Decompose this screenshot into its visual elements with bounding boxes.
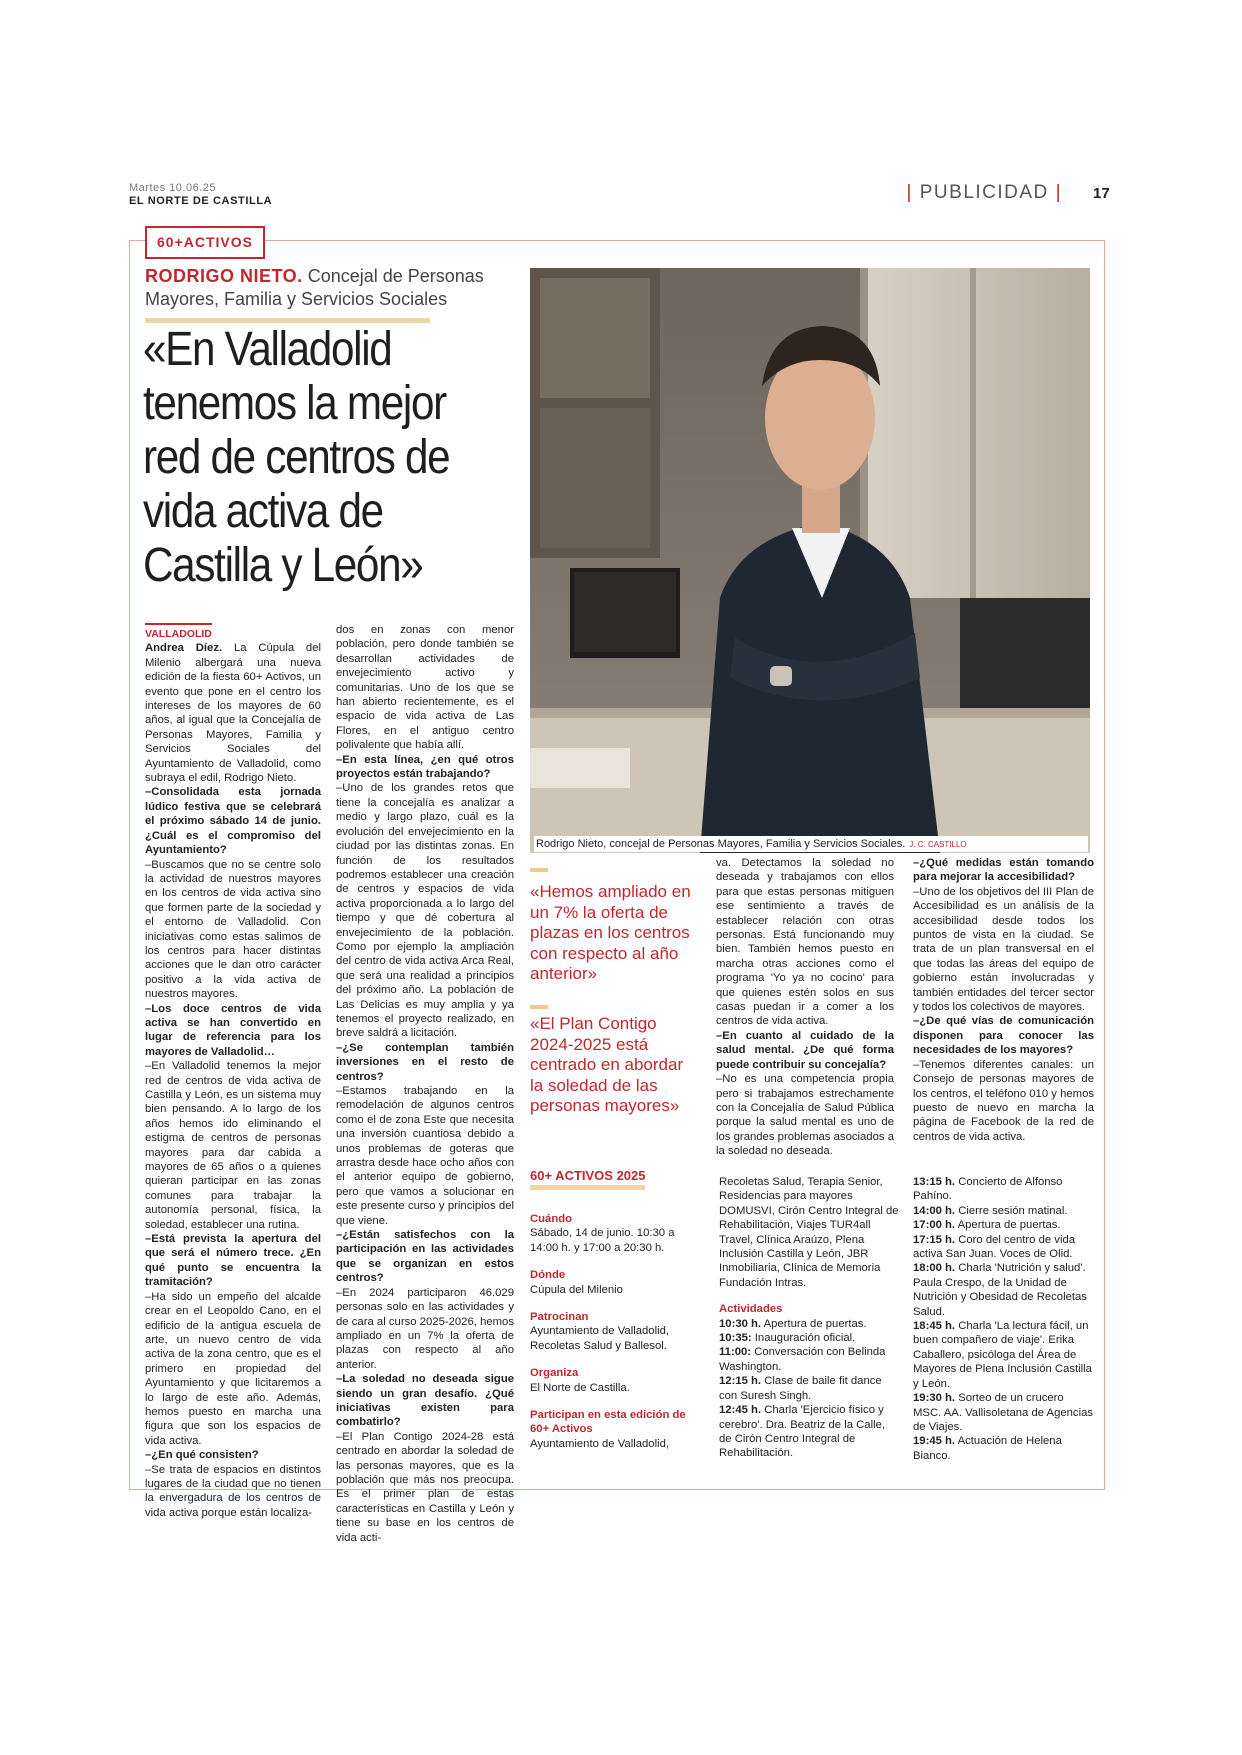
question: –La soledad no deseada sigue siendo un gran desafío. ¿Qué iniciativas existen para combatirlo? [336, 1373, 514, 1429]
question: –¿Qué medidas están tomando para mejorar la accesibilidad? [913, 857, 1094, 884]
question: –¿Están satisfechos con la participación en las actividades que se organizan en estos centros? [336, 1229, 514, 1285]
answer: va. Detectamos la soledad no deseada y trabajamos con ellos para que estas personas mitiguen ese sentimiento a través de establecer relación con otras personas. Está funcionando muy bien. También hemos puesto en marcha otras acciones como el programa 'Yo ya no cocino' para que quienes estén solos en sus casas puedan ir a comer a los centros de vida activa. [716, 857, 894, 1028]
where-label: Dónde [530, 1269, 566, 1282]
article-column-3 [716, 856, 894, 1159]
where-value: Cúpula del Milenio [530, 1283, 623, 1296]
answer: –Ha sido un empeño del alcalde crear en el Leopoldo Cano, en el edificio de la antigua escuela de arte, un nuevo centro de vida activa de la zona centro, que es el primero en propiedad del Ayuntamiento y que licitaremos a lo largo de este año. Además, hemos puesto en marcha una figura que son los espacios de vida activa. [145, 1290, 321, 1447]
organizer-label: Organiza [530, 1367, 579, 1380]
photo-caption [534, 836, 1088, 852]
article-column-2 [336, 623, 514, 1545]
activity-item: 17:15 h. Coro del centro de vida activa San Juan. Voces de Olid. [913, 1233, 1076, 1261]
question: –¿En qué consisten? [145, 1449, 259, 1462]
author-name: Andrea Díez. [145, 642, 223, 655]
answer: dos en zonas con menor población, pero donde también se desarrollan actividades de envejecimiento activo y comunitarias. Uno de los que se han abierto recientemente, es el espacio de vida activa de Las Flores, en el antiguo centro polivalente que había allí. [336, 624, 514, 752]
question: –¿Se contemplan también inversiones en el resto de centros? [336, 1041, 514, 1083]
activity-item: 19:45 h. Actuación de Helena Bianco. [913, 1435, 1062, 1462]
question: –Los doce centros de vida activa se han convertido en lugar de referencia para los mayores de Valladolid… [145, 1002, 321, 1058]
activity-item: 10:35: Inauguración oficial. [719, 1332, 856, 1345]
interviewee-role: Concejal de Personas Mayores, Familia y Servicios Sociales [145, 266, 484, 309]
answer: –Uno de los grandes retos que tiene la concejalía es analizar a medio y largo plazo, cuál es la evolución del envejecimiento en la ciudad por las distintas zonas. En función de los resultados podremos establecer una creación de centros y espacios de vida activa proporcionada a lo largo del tiempo y que dé cobertura al envejecimiento de la población. Como por ejemplo la ampliación del centro de vida activa Arca Real, que será una realidad a principios del próximo año. La población de Las Delicias es muy amplia y ya tenemos el proyecto realizado, en breve saldrá a licitación. [336, 782, 514, 1040]
article-column-4 [913, 856, 1094, 1144]
paragraph: La Cúpula del Milenio albergará una nueva edición de la fiesta 60+ Activos, un evento que pone en el centro los intereses de los mayores de 60 años, al igual que la Concejalía de Personas Mayores, Familia y Servicios Sociales del Ayuntamiento de Valladolid, como subraya el edil, Rodrigo Nieto. [145, 642, 322, 785]
when-label: Cuándo [530, 1213, 573, 1225]
organizer-value: El Norte de Castilla. [530, 1381, 630, 1394]
section-label: | PUBLICIDAD | [906, 182, 1062, 203]
dateline-location: VALLADOLID [145, 623, 212, 641]
infobox-highlight [530, 1185, 645, 1190]
activity-item: 12:45 h. Charla 'Ejercicio físico y cerebro'. Dra. Beatriz de la Calle, de Cirón Centro Integral de Rehabilitación. [719, 1404, 886, 1460]
pull-quote: «El Plan Contigo 2024-2025 está centrado en abordar la soledad de las personas mayores» [530, 1014, 684, 1115]
answer: –Estamos trabajando en la remodelación de algunos centros como el de zona Este que necesita una inversión cuantiosa debido a unos problemas de goteras que arrastra desde hace ocho años con el anterior equipo de gobierno, pero que vamos a solucionar en este presente curso y principios del que viene. [336, 1085, 514, 1227]
answer: –Uno de los objetivos del III Plan de Accesibilidad es un análisis de la accesibilidad desde todos los puntos de vista en la ciudad. Se trata de un plan transversal en el que todas las áreas del equipo de gobierno están involucradas y también entidades del tercer sector y todos los colectivos de mayores. [913, 885, 1094, 1014]
publication-date: Martes 10.06.25 [129, 182, 216, 194]
when-value: Sábado, 14 de junio. 10:30 a 14:00 h. y 17:00 a 20:30 h. [530, 1227, 675, 1254]
activity-item: 13:15 h. Concierto de Alfonso Pahíno. [913, 1176, 1063, 1203]
section-name: PUBLICIDAD [919, 182, 1049, 203]
section-kicker: 60+ACTIVOS [145, 226, 265, 259]
activity-item: 12:15 h. Clase de baile fit dance con Suresh Singh. [719, 1375, 882, 1402]
activity-item: 19:30 h. Sorteo de un crucero MSC. AA. Vallisoletana de Agencias de Viajes. [913, 1392, 1094, 1433]
activity-item: 11:00: Conversación con Belinda Washington. [719, 1346, 886, 1373]
answer: –Se trata de espacios en distintos lugares de la ciudad que no tienen la envergadura de los centros de vida activa porque están localiza- [145, 1463, 321, 1519]
quote-marker [530, 1005, 548, 1009]
activities-label: Actividades [719, 1303, 783, 1316]
infobox-title: 60+ ACTIVOS 2025 [530, 1168, 646, 1183]
answer: –En 2024 participaron 46.029 personas solo en las actividades y de cara al curso 2025-2026, hemos ampliado en un 7% la oferta de plazas con respecto al año anterior. [336, 1286, 514, 1371]
interviewee-name: RODRIGO NIETO. [145, 266, 303, 286]
answer: –En Valladolid tenemos la mejor red de centros de vida activa de Castilla y León, es un sistema muy bien pensando. A lo largo de los años hemos ido eliminando el estigma de centros de personas mayores para dar cabida a mayores de 65 años o a quienes quieran participar en las zonas comunes para trabajar la autonomía personal, física, la soledad, establecer una rutina. [145, 1060, 321, 1231]
photo-credit: J. C. CASTILLO [909, 840, 967, 849]
newspaper-name: EL NORTE DE CASTILLA [129, 195, 273, 207]
page-number: 17 [1093, 185, 1110, 202]
activity-item: 17:00 h. Apertura de puertas. [913, 1219, 1061, 1232]
activity-item: 14:00 h. Cierre sesión matinal. [913, 1204, 1068, 1217]
infobox-column-3 [913, 1175, 1094, 1463]
activity-item: 10:30 h. Apertura de puertas. [719, 1317, 867, 1330]
interviewee-byline [145, 265, 535, 311]
question: –En esta línea, ¿en qué otros proyectos están trabajando? [336, 753, 514, 781]
answer: –Buscamos que no se centre solo la actividad de nuestros mayores en los centros de vida activa sino que formen parte de la sociedad y el entorno de Valladolid. Con iniciativas como estas salimos de los centros para hacer distintas acciones que le dan otro carácter positivo a la vida activa de nuestros mayores. [145, 858, 321, 1001]
photo-illustration [530, 268, 1090, 853]
pull-quote: «Hemos ampliado en un 7% la oferta de plazas en los centros con respecto al año anterior» [530, 882, 691, 983]
headline: «En Valladolid tenemos la mejor red de centros de vida activa de Castilla y León» [143, 323, 450, 592]
question: –Está prevista la apertura del que será el número trece. ¿En qué punto se encuentra la tramitación? [145, 1233, 321, 1289]
quote-marker [530, 868, 548, 872]
question: –¿De qué vías de comunicación disponen para conocer las necesidades de los mayores? [913, 1015, 1094, 1057]
activity-item: 18:45 h. Charla 'La lectura fácil, un buen compañero de viaje'. Erika Caballero, psicóloga del Área de Mayores de Plena Inclusión Castilla y León. [913, 1320, 1092, 1390]
interviewee-photo [530, 268, 1090, 853]
photo-caption-text: Rodrigo Nieto, concejal de Personas Mayores, Familia y Servicios Sociales. [536, 838, 906, 850]
activity-item: 18:00 h. Charla 'Nutrición y salud'. Paula Crespo, de la Unidad de Nutrición y Obesidad de Recoletas Salud. [913, 1262, 1087, 1318]
infobox-column-2 [719, 1175, 899, 1461]
participants-continued: Recoletas Salud, Terapia Senior, Residencias para mayores DOMUSVI, Cirón Centro Integral de Rehabilitación, Viajes TUR4all Travel, Clínica Araúzo, Plena Inclusión Castilla y León, JBR Inmobiliaria, Clínica de Memoria Fundación Intras. [719, 1176, 899, 1289]
sponsors-value: Ayuntamiento de Valladolid, Recoletas Salud y Ballesol. [530, 1325, 670, 1352]
sponsors-label: Patrocinan [530, 1311, 589, 1324]
participants-label: Participan en esta edición de 60+ Activos [530, 1409, 686, 1436]
answer: –No es una competencia propia pero si trabajamos estrechamente con la Concejalía de Salud Pública porque la salud mental es uno de los grandes problemas asociados a la soledad no deseada. [716, 1073, 894, 1158]
answer: –El Plan Contigo 2024-28 está centrado en abordar la soledad de las personas mayores, que es la población que más nos preocupa. Es el primer plan de estas características en Castilla y León y tiene su base en los centros de vida acti- [336, 1430, 514, 1544]
article-column-1 [145, 623, 321, 1520]
question: –Consolidada esta jornada lúdico festiva que se celebrará el próximo sábado 14 de junio. ¿Cuál es el compromiso del Ayuntamiento? [145, 786, 321, 857]
participants-value: Ayuntamiento de Valladolid, [530, 1437, 670, 1450]
infobox-column-1 [530, 1212, 700, 1451]
question: –En cuanto al cuidado de la salud mental. ¿De qué forma puede contribuir su concejalía? [716, 1029, 894, 1071]
answer: –Tenemos diferentes canales: un Consejo de personas mayores de los centros, el teléfono 010 y hemos puesto de nuevo en marcha la página de Facebook de la red de centros de vida activa. [913, 1058, 1094, 1143]
